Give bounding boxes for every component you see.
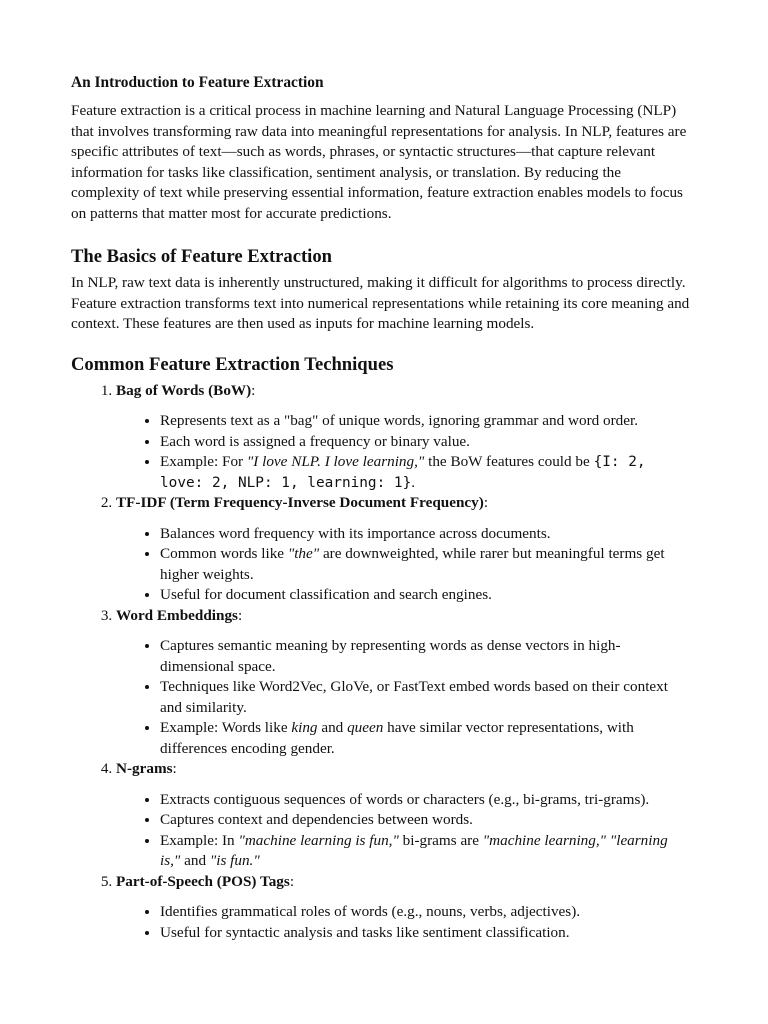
technique-points xyxy=(116,902,690,943)
technique-points xyxy=(116,636,690,759)
list-item: • Each word is assigned a frequency or binary value. xyxy=(160,432,690,453)
example-phrase: "learning is," xyxy=(160,831,668,869)
list-item: • Captures semantic meaning by representing words as dense vectors in high-dimensional space. xyxy=(160,636,690,677)
technique-name: Bag of Words (BoW) xyxy=(116,381,252,399)
bow-code-snippet: {I: 2, love: 2, NLP: 1, learning: 1} xyxy=(160,454,646,491)
example-word: queen xyxy=(347,719,384,736)
basics-paragraph: In NLP, raw text data is inherently unstructured, making it difficult for algorithms to process directly. Feature extraction transforms text into numerical representations while retaining its core meaning and context. These features are then used as inputs for machine learning models. xyxy=(71,274,690,332)
technique-bow: 1. Bag of Words (BoW): • Represents text as a "bag" of unique words, ignoring grammar and word order. • Each word is assigned a frequency or binary value. • Example: For "I love NLP. I love learning," the BoW features could be {I: 2, love: 2, NLP: 1, learning: 1}. xyxy=(116,381,690,494)
techniques-list xyxy=(71,381,690,944)
list-item: • Represents text as a "bag" of unique words, ignoring grammar and word order. xyxy=(160,411,690,432)
technique-name: Word Embeddings xyxy=(116,606,238,624)
list-item: • Example: For "I love NLP. I love learning," the BoW features could be {I: 2, love: 2, NLP: 1, learning: 1}. xyxy=(160,452,690,493)
list-item: • Useful for document classification and search engines. xyxy=(160,585,690,606)
technique-points xyxy=(116,790,690,872)
technique-points xyxy=(116,524,690,606)
list-item: • Techniques like Word2Vec, GloVe, or FastText embed words based on their context and similarity. xyxy=(160,677,690,718)
technique-name: TF-IDF (Term Frequency-Inverse Document Frequency) xyxy=(116,494,484,511)
techniques-heading: Common Feature Extraction Techniques xyxy=(71,353,394,375)
list-item: • Captures context and dependencies between words. xyxy=(160,810,690,831)
technique-tfidf: 2. TF-IDF (Term Frequency-Inverse Document Frequency): • Balances word frequency with its importance across documents. • Common words like "the" are downweighted, while rarer but meaningful terms get higher weights. • Useful for document classification and search engines. xyxy=(116,493,690,606)
example-phrase: "machine learning," xyxy=(482,831,607,849)
list-item: • Extracts contiguous sequences of words or characters (e.g., bi-grams, tri-grams). xyxy=(160,790,690,811)
list-item: • Example: Words like king and queen have similar vector representations, with differences encoding gender. xyxy=(160,718,690,759)
intro-paragraph: Feature extraction is a critical process in machine learning and Natural Language Processing (NLP) that involves transforming raw data into meaningful representations for analysis. In NLP, features are specific attributes of text—such as words, phrases, or syntactic structures—that capture relevant information for tasks like classification, sentiment analysis, or translation. By reducing the complexity of text while preserving essential information, feature extraction enables models to focus on patterns that matter most for accurate predictions. xyxy=(71,102,687,222)
technique-pos-tags: 5. Part-of-Speech (POS) Tags: • Identifies grammatical roles of words (e.g., nouns, verbs, adjectives). • Useful for syntactic analysis and tasks like sentiment classification. xyxy=(116,872,690,944)
document-title: An Introduction to Feature Extraction xyxy=(71,74,324,91)
example-phrase: "I love NLP. I love learning," xyxy=(246,453,425,470)
technique-word-embeddings: 3. Word Embeddings: • Captures semantic meaning by representing words as dense vectors in high-dimensional space. • Techniques like Word2Vec, GloVe, or FastText embed words based on their context and similarity. • Example: Words like king and queen have similar vector representations, with differences encoding gender. xyxy=(116,606,690,760)
technique-name: N-grams xyxy=(116,760,173,777)
list-item: • Useful for syntactic analysis and tasks like sentiment classification. xyxy=(160,923,690,944)
technique-name: Part-of-Speech (POS) Tags xyxy=(116,872,290,890)
list-item: • Balances word frequency with its importance across documents. xyxy=(160,524,690,545)
technique-points xyxy=(116,411,690,493)
list-item: • Identifies grammatical roles of words (e.g., nouns, verbs, adjectives). xyxy=(160,902,690,923)
example-word: king xyxy=(291,719,318,736)
basics-heading: The Basics of Feature Extraction xyxy=(71,246,332,267)
example-phrase: "machine learning is fun," xyxy=(238,831,399,849)
list-item: • Common words like "the" are downweighted, while rarer but meaningful terms get higher weights. xyxy=(160,544,690,585)
example-phrase: "is fun." xyxy=(209,852,260,869)
example-word: "the" xyxy=(287,545,320,562)
list-item: • Example: In "machine learning is fun," bi-grams are "machine learning," "learning is," and "is fun." xyxy=(160,831,690,872)
technique-ngrams: 4. N-grams: • Extracts contiguous sequences of words or characters (e.g., bi-grams, tri-grams). • Captures context and dependencies between words. • Example: In "machine learning is fun," bi-grams are "machine learning," "learning is," and "is fun." xyxy=(116,759,690,872)
